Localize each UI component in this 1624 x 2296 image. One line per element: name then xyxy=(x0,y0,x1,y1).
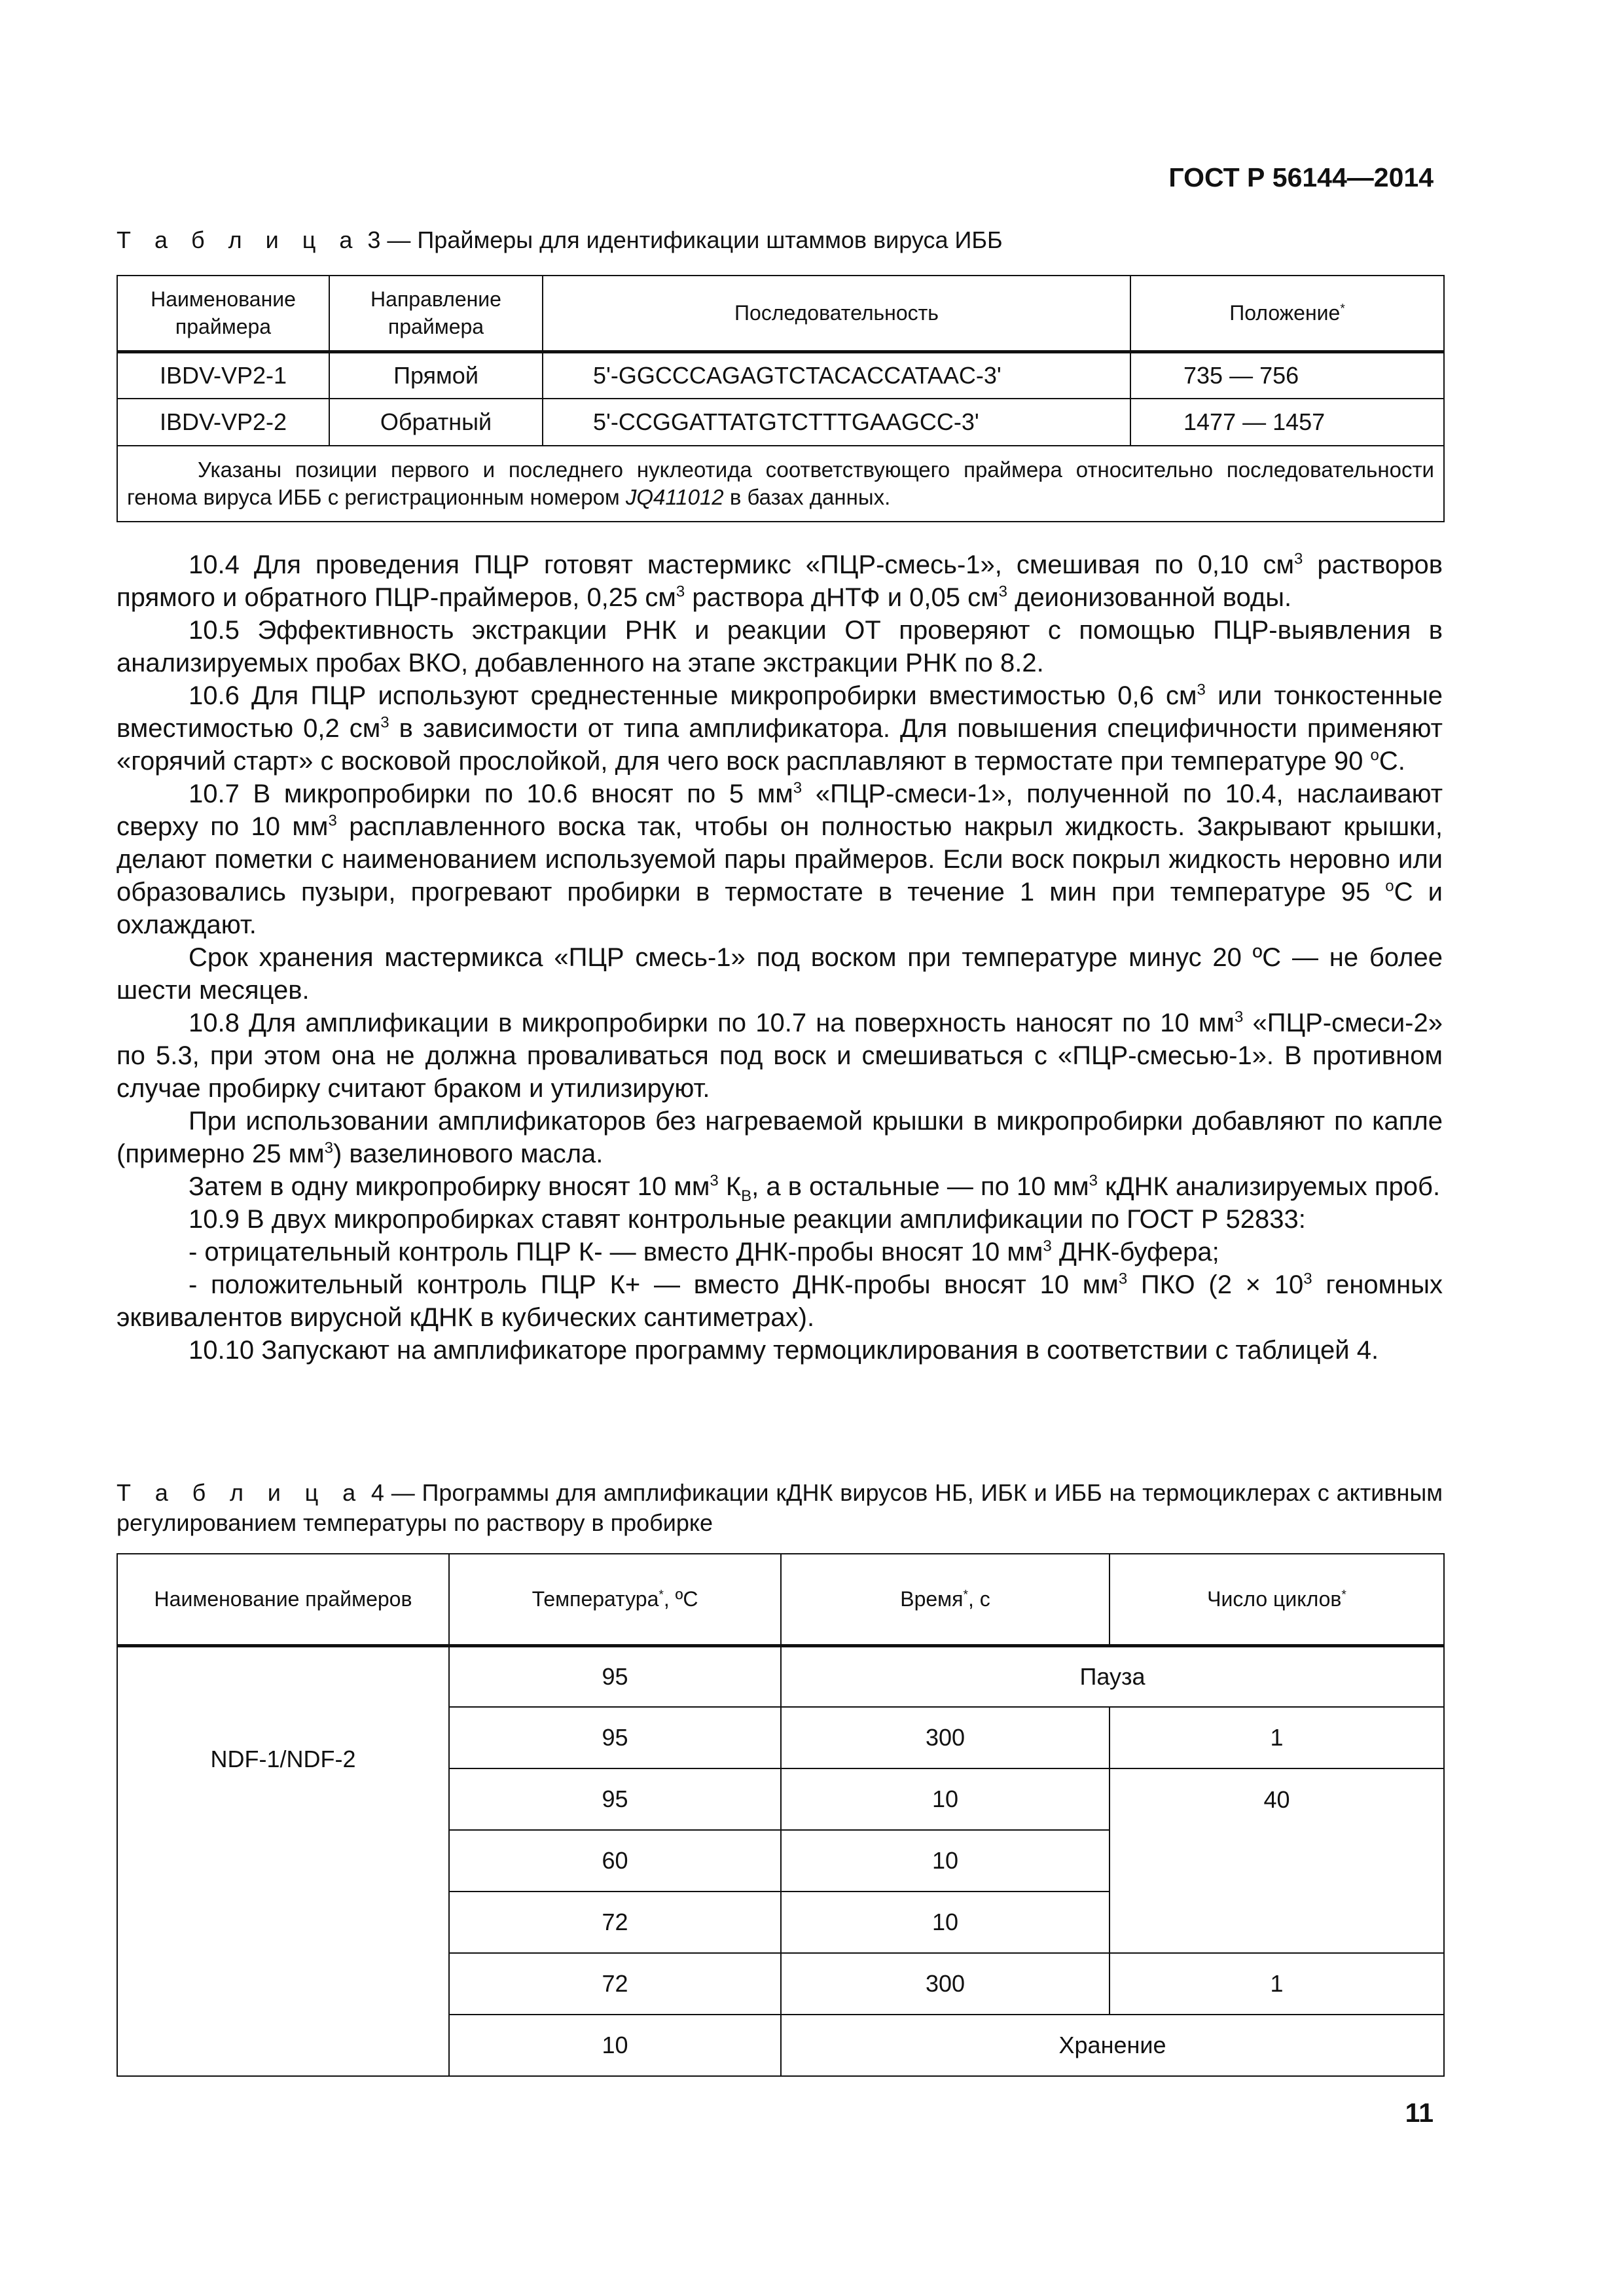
header-position: Положение* xyxy=(1130,276,1444,351)
cycles-cell: 1 xyxy=(1110,1953,1444,2015)
paragraph-10-8: 10.8 Для амплификации в микропробирки по 10.7 на поверхность наносят по 10 $мм^3$ «ПЦР-смеси-2» по 5.3, при этом она не должна проваливаться под воск и смешиваться с «ПЦР-смесью-1». В противном случае пробирку считают браком и утилизируют. xyxy=(117,1008,1443,1103)
paragraph-positive-control: - положительный контроль ПЦР К+ — вместо ДНК-пробы вносят 10 $мм^3$ ПКО ($2 \times 10^3$ геномных эквивалентов вирусной кДНК в кубических сантиметрах). xyxy=(117,1270,1443,1332)
sequence-cell: 5'-GGCCCAGAGTCTACACCATAAC-3' xyxy=(543,351,1130,399)
header-cycles: Число циклов* xyxy=(1110,1554,1444,1645)
paragraph-10-5: 10.5 Эффективность экстракции РНК и реакции ОТ проверяют с помощью ПЦР-выявления в анализируемых пробах ВКО, добавленного на этапе экстракции РНК по 8.2. xyxy=(117,616,1443,677)
temperature-cell: 72 xyxy=(449,1892,781,1953)
table-note-row xyxy=(117,446,1444,522)
table4-caption-text: 4 — Программы для амплификации кДНК вирусов НБ, ИБК и ИББ на термоциклерах с активным регулированием температуры по раствору в пробирке xyxy=(117,1479,1443,1536)
table-header-row xyxy=(117,276,1444,351)
table4-caption xyxy=(117,1478,1443,1538)
position-cell: 735 — 756 xyxy=(1130,351,1444,399)
body-text xyxy=(117,548,1443,1367)
primer-name-cell: NDF-1/NDF-2 xyxy=(117,1645,449,2076)
header-time: Время*, с xyxy=(781,1554,1110,1645)
table3-caption-prefix: Т а б л и ц а xyxy=(117,226,361,253)
time-cell: 10 xyxy=(781,1830,1110,1892)
paragraph-10-9: 10.9 В двух микропробирках ставят контрольные реакции амплификации по ГОСТ Р 52833: xyxy=(189,1205,1306,1234)
table-header-row xyxy=(117,1554,1444,1645)
storage-cell: Хранение xyxy=(781,2015,1444,2076)
time-cell: 10 xyxy=(781,1768,1110,1830)
temperature-cell: 60 xyxy=(449,1830,781,1892)
paragraph-10-7: 10.7 В микропробирки по 10.6 вносят по 5 $мм^3$ «ПЦР-смеси-1», полученной по 10.4, наслаивают сверху по 10 $мм^3$ расплавленного воска так, чтобы он полностью накрыл жидкость. Закрывают крышки, делают пометки с наименованием используемой пары праймеров. Если воск покрыл жидкость неровно или образовались пузыри, прогревают пробирки в термостате в течение 1 мин при температуре 95 $^о$С и охлаждают. xyxy=(117,779,1443,939)
table4-caption-prefix: Т а б л и ц а xyxy=(117,1479,365,1506)
paragraph-10-10: 10.10 Запускают на амплификаторе программу термоциклирования в соответствии с таблицей 4. xyxy=(189,1336,1379,1365)
cycles-cell: 40 xyxy=(1110,1768,1444,1953)
table-row xyxy=(117,1645,1444,1707)
header-primers: Наименование праймеров xyxy=(117,1554,449,1645)
temperature-cell: 10 xyxy=(449,2015,781,2076)
header-primer-direction: Направление праймера xyxy=(329,276,543,351)
primers-table xyxy=(117,275,1445,522)
primer-direction-cell: Прямой xyxy=(329,351,543,399)
amplification-program-table xyxy=(117,1553,1445,2077)
paragraph-10-4: 10.4 Для проведения ПЦР готовят мастермикс «ПЦР-смесь-1», смешивая по 0,10 $см^3$ растворов прямого и обратного ПЦР-праймеров, 0,25 $см^3$ раствора дНТФ и 0,05 $см^3$ деионизованной воды. xyxy=(117,550,1443,612)
temperature-cell: 72 xyxy=(449,1953,781,2015)
footnote-mark: * xyxy=(1340,302,1345,316)
position-cell: 1477 — 1457 xyxy=(1130,399,1444,446)
time-cell: 10 xyxy=(781,1892,1110,1953)
paragraph-oil: При использовании амплификаторов без нагреваемой крышки в микропробирки добавляют по капле (примерно 25 $мм^3$) вазелинового масла. xyxy=(117,1107,1443,1168)
primer-name-cell: IBDV-VP2-1 xyxy=(117,351,329,399)
header-primer-name: Наименование праймера xyxy=(117,276,329,351)
time-cell: 300 xyxy=(781,1707,1110,1768)
table-row xyxy=(117,351,1444,399)
table3-caption xyxy=(117,225,1443,255)
paragraph-negative-control: - отрицательный контроль ПЦР К- — вместо ДНК-пробы вносят 10 $мм^3$ ДНК-буфера; xyxy=(189,1237,1219,1266)
time-cell: 300 xyxy=(781,1953,1110,2015)
temperature-cell: 95 xyxy=(449,1768,781,1830)
paragraph-storage: Срок хранения мастермикса «ПЦР смесь-1» под воском при температуре минус 20 ºС — не более шести месяцев. xyxy=(117,943,1443,1005)
paragraph-samples: Затем в одну микропробирку вносят 10 $мм^3$ $К_В$, а в остальные — по 10 $мм^3$ кДНК анализируемых проб. xyxy=(189,1172,1441,1205)
header-temperature: Температура*, ºС xyxy=(449,1554,781,1645)
sequence-cell: 5'-CCGGATTATGTCTTTGAAGCC-3' xyxy=(543,399,1130,446)
pause-cell: Пауза xyxy=(781,1645,1444,1707)
page-number: 11 xyxy=(1405,2098,1434,2128)
header-sequence: Последовательность xyxy=(543,276,1130,351)
temperature-cell: 95 xyxy=(449,1645,781,1707)
temperature-cell: 95 xyxy=(449,1707,781,1768)
table-row xyxy=(117,399,1444,446)
primer-name-cell: IBDV-VP2-2 xyxy=(117,399,329,446)
cycles-cell: 1 xyxy=(1110,1707,1444,1768)
paragraph-10-6: 10.6 Для ПЦР используют среднестенные микропробирки вместимостью 0,6 $см^3$ или тонкостенные вместимостью 0,2 $см^3$ в зависимости от типа амплификатора. Для повышения специфичности применяют «горячий старт» с восковой прослойкой, для чего воск расплавляют в термостате при температуре 90 $^о$С. xyxy=(117,681,1443,776)
table3-caption-text: 3 — Праймеры для идентификации штаммов вируса ИББ xyxy=(361,226,1003,253)
document-code: ГОСТ Р 56144—2014 xyxy=(1168,162,1434,192)
genbank-accession: JQ411012 xyxy=(625,485,724,509)
primer-direction-cell: Обратный xyxy=(329,399,543,446)
table-note: Указаны позиции первого и последнего нуклеотида соответствующего праймера относительно последовательности генома вируса ИББ с регистрационным номером JQ411012 в базах данных. xyxy=(117,446,1444,522)
